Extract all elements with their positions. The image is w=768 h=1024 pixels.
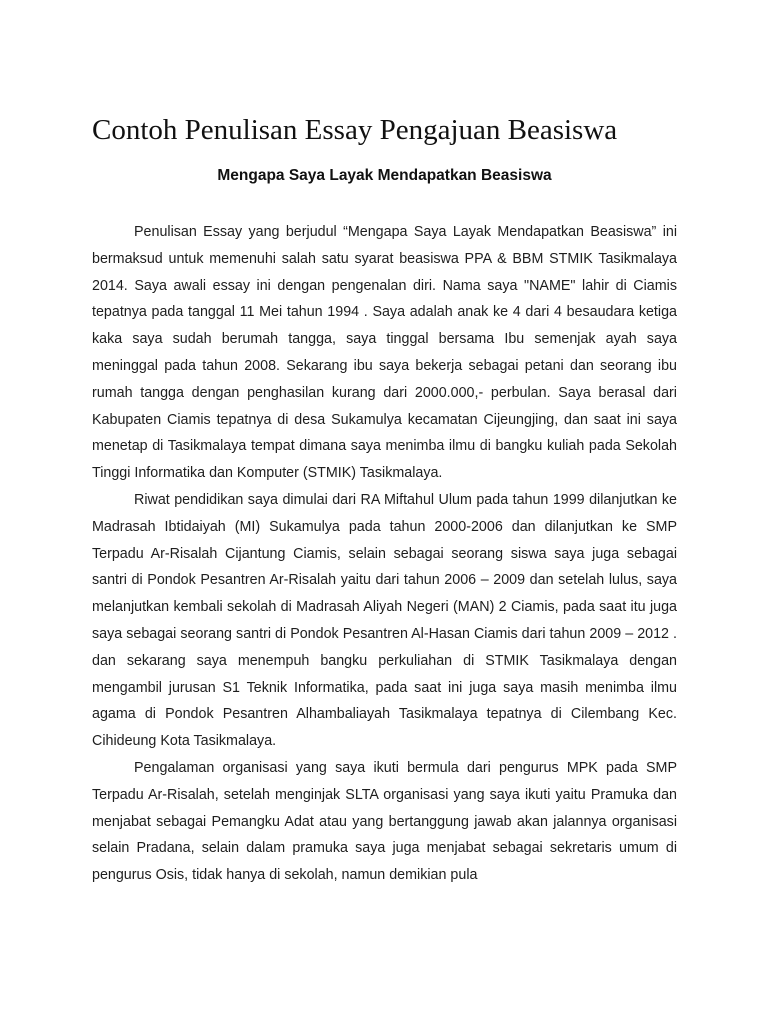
document-title: Contoh Penulisan Essay Pengajuan Beasiswa (92, 114, 618, 146)
document-body (92, 219, 677, 889)
paragraph-education-history: Riwat pendidikan saya dimulai dari RA Miftahul Ulum pada tahun 1999 dilanjutkan ke Madrasah Ibtidaiyah (MI) Sukamulya pada tahun 2000-2006 dan dilanjutkan ke SMP Terpadu Ar-Risalah Cijantung Ciamis, selain sebagai seorang siswa saya juga sebagai santri di Pondok Pesantren Ar-Risalah yaitu dari tahun 2006 – 2009 dan setelah lulus, saya melanjutkan kembali sekolah di Madrasah Aliyah Negeri (MAN) 2 Ciamis, pada saat itu juga saya sebagai seorang santri di Pondok Pesantren Al-Hasan Ciamis dari tahun 2009 – 2012 . dan sekarang saya menempuh bangku perkuliahan di STMIK Tasikmalaya dengan mengambil jurusan S1 Teknik Informatika, pada saat ini juga saya masih menimba ilmu agama di Pondok Pesantren Alhambaliayah Tasikmalaya tepatnya di Cilembang Kec. Cihideung Kota Tasikmalaya. (92, 491, 677, 750)
paragraph-introduction: Penulisan Essay yang berjudul “Mengapa Saya Layak Mendapatkan Beasiswa” ini bermaksud untuk memenuhi salah satu syarat beasiswa PPA & BBM STMIK Tasikmalaya 2014. Saya awali essay ini dengan pengenalan diri. Nama saya "NAME" lahir di Ciamis tepatnya pada tanggal 11 Mei tahun 1994 . Saya adalah anak ke 4 dari 4 besaudara ketiga kaka saya sudah berumah tangga, saya tinggal bersama Ibu semenjak ayah saya meninggal pada tahun 2008. Sekarang ibu saya bekerja sebagai petani dan seorang ibu rumah tangga dengan penghasilan kurang dari 2000.000,- perbulan. Saya berasal dari Kabupaten Ciamis tepatnya di desa Sukamulya kecamatan Cijeungjing, dan saat ini saya menetap di Tasikmalaya tempat dimana saya menimba ilmu di bangku kuliah pada Sekolah Tinggi Informatika dan Komputer (STMIK) Tasikmalaya. (92, 224, 677, 482)
paragraph-organization-experience: Pengalaman organisasi yang saya ikuti bermula dari pengurus MPK pada SMP Terpadu Ar-Risalah, setelah menginjak SLTA organisasi yang saya ikuti yaitu Pramuka dan menjabat sebagai Pemangku Adat atau yang bertanggung jawab akan jalannya organisasi selain Pradana, selain dalam pramuka saya juga menjabat sebagai sekretaris umum di pengurus Osis, tidak hanya di sekolah, namun demikian pula (92, 759, 677, 884)
document-subtitle: Mengapa Saya Layak Mendapatkan Beasiswa (217, 167, 552, 184)
